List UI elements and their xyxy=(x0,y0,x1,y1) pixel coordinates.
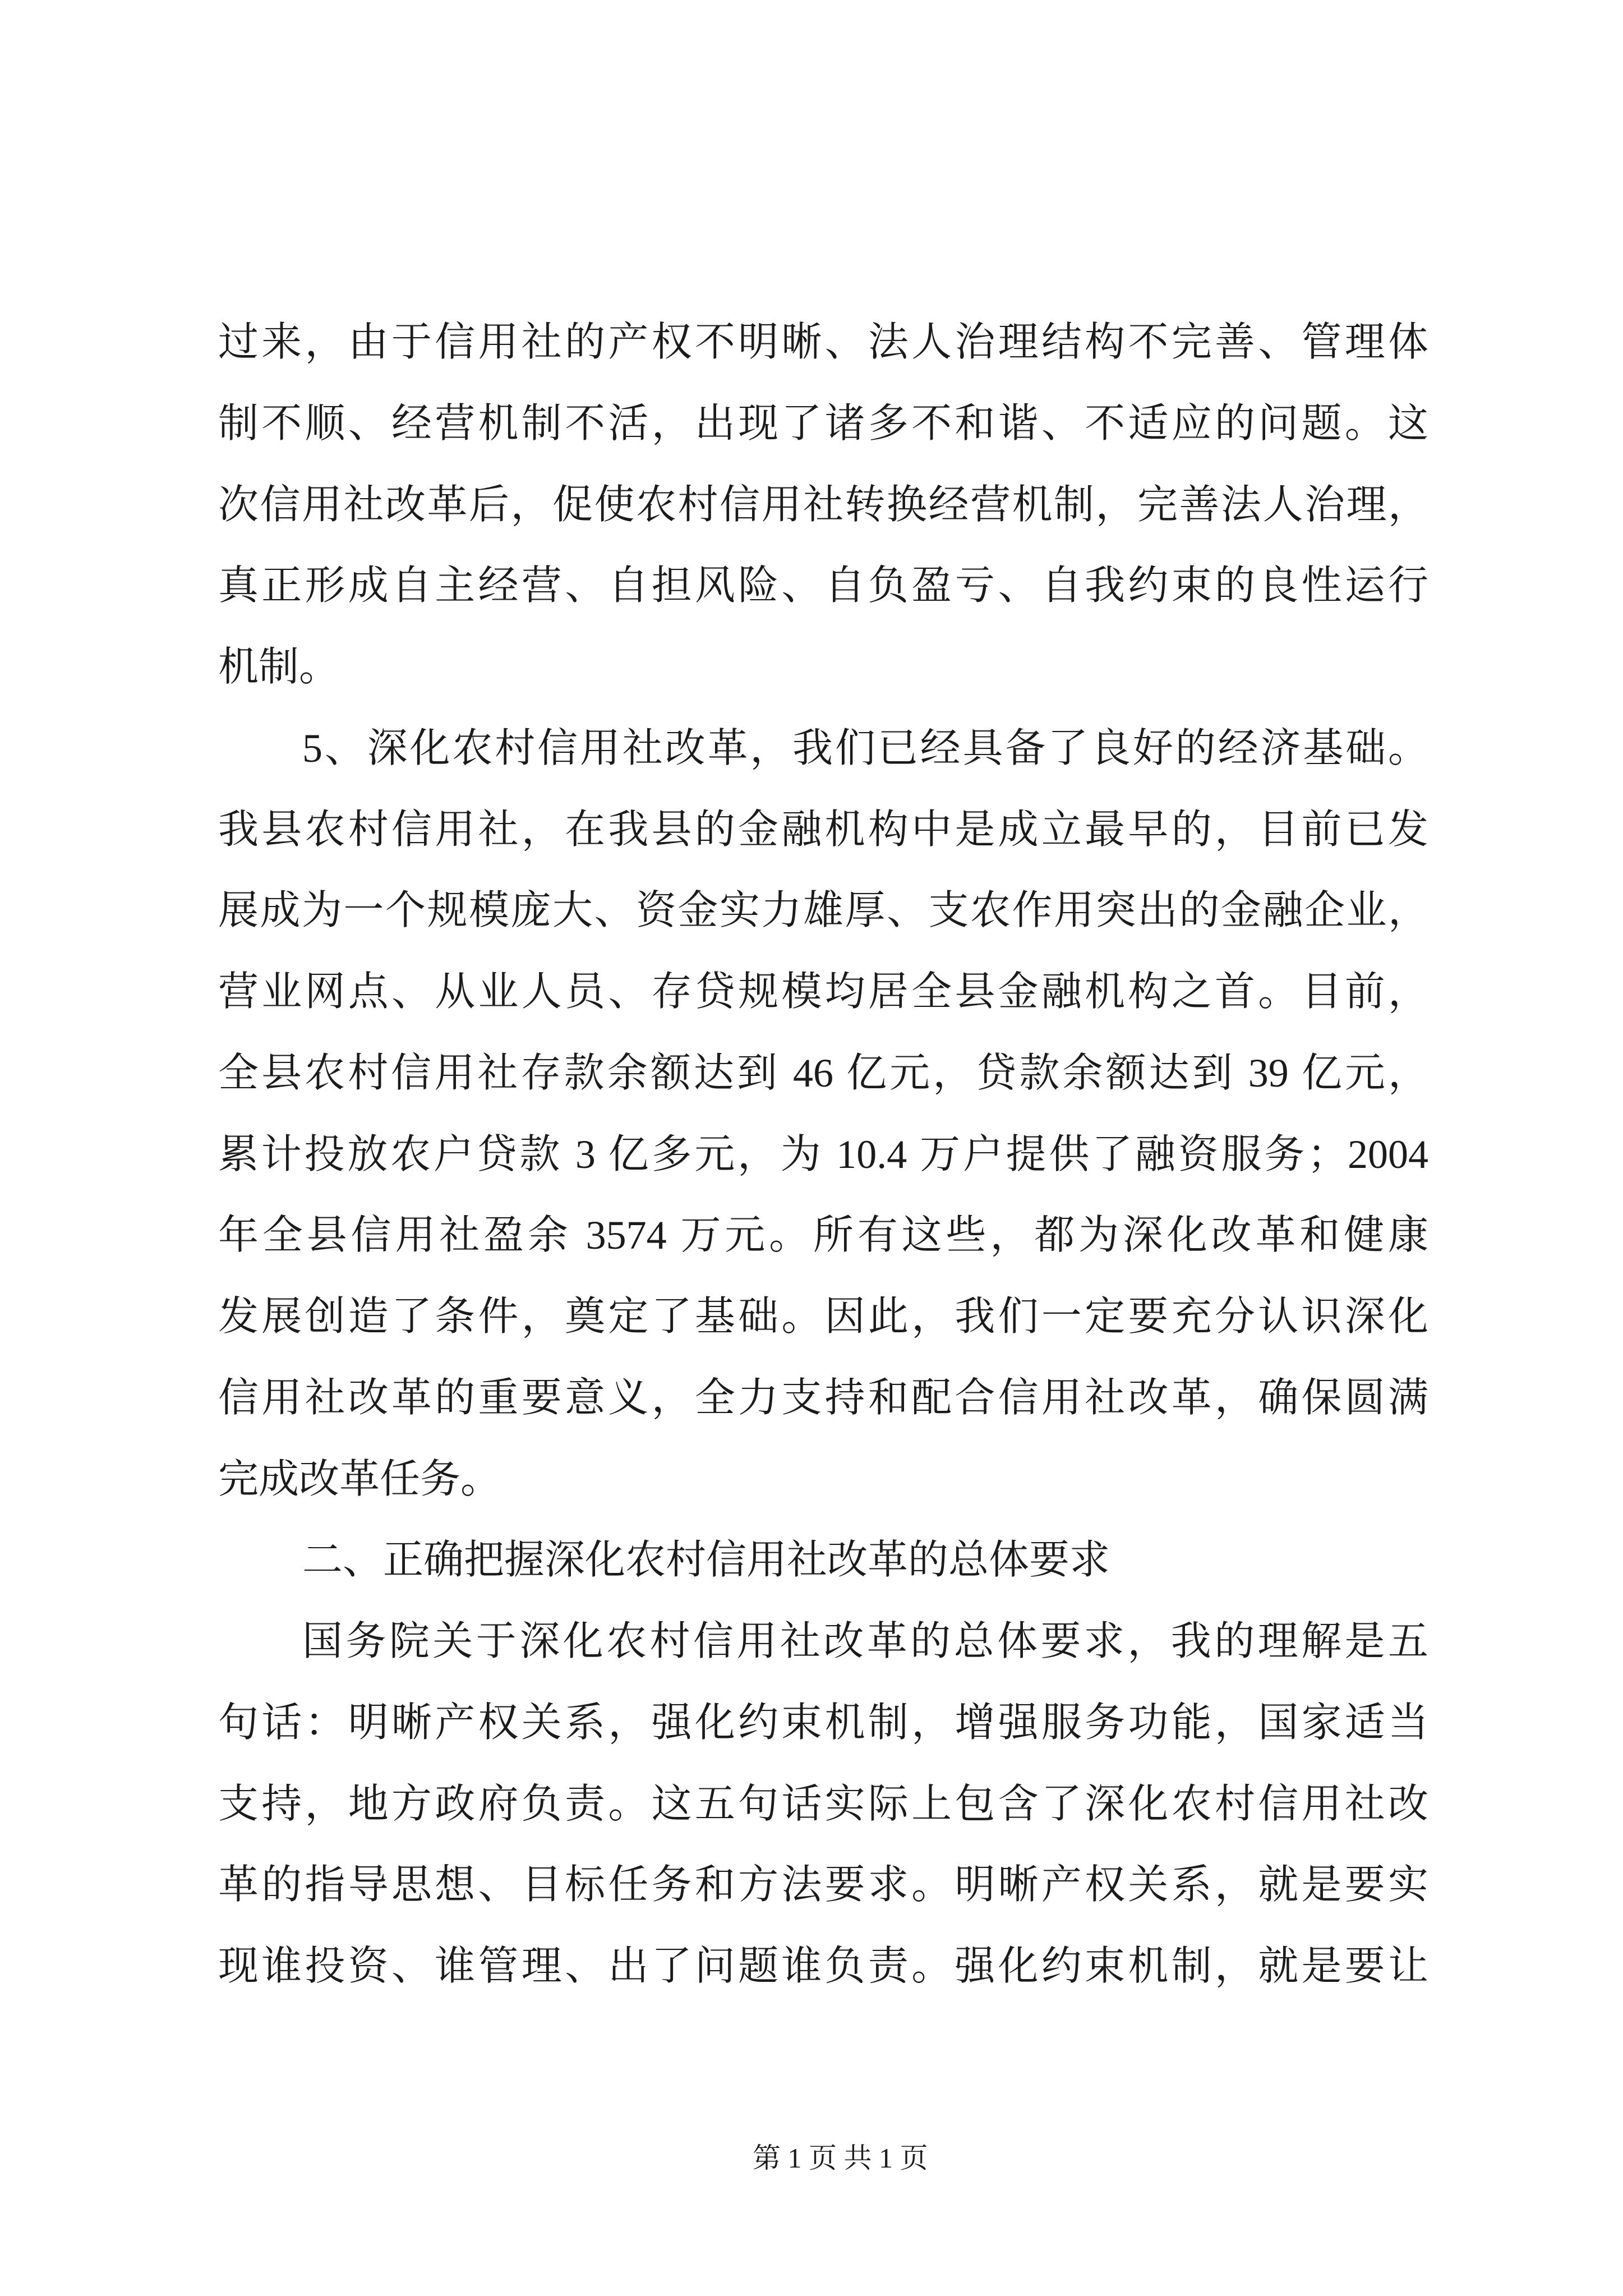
text-line: 制不顺、经营机制不活，出现了诸多不和谐、不适应的问题。这 xyxy=(218,401,1428,446)
text-line: 信用社改革的重要意义，全力支持和配合信用社改革，确保圆满 xyxy=(218,1375,1428,1420)
text-line: 5、深化农村信用社改革，我们已经具备了良好的经济基础。 xyxy=(302,725,1428,771)
text-line: 现谁投资、谁管理、出了问题谁负责。强化约束机制，就是要让 xyxy=(218,1944,1428,1989)
text-line: 真正形成自主经营、自担风险、自负盈亏、自我约束的良性运行 xyxy=(218,563,1428,609)
section-heading xyxy=(218,1520,1428,1601)
text-line: 机制。 xyxy=(218,645,340,689)
paragraph xyxy=(218,1601,1428,2007)
text-line: 句话：明晰产权关系，强化约束机制，增强服务功能，国家适当 xyxy=(218,1700,1428,1745)
text-line: 营业网点、从业人员、存贷规模均居全县金融机构之首。目前， xyxy=(218,969,1428,1014)
text-line: 展成为一个规模庞大、资金实力雄厚、支农作用突出的金融企业， xyxy=(218,888,1428,933)
text-line: 过来，由于信用社的产权不明晰、法人治理结构不完善、管理体 xyxy=(218,320,1428,365)
text-line: 支持，地方政府负责。这五句话实际上包含了深化农村信用社改 xyxy=(218,1781,1428,1826)
text-line: 我县农村信用社，在我县的金融机构中是成立最早的，目前已发 xyxy=(218,807,1428,852)
text-line: 累计投放农户贷款 3 亿多元，为 10.4 万户提供了融资服务；2004 xyxy=(218,1131,1428,1177)
text-line: 全县农村信用社存款余额达到 46 亿元，贷款余额达到 39 亿元， xyxy=(218,1050,1428,1096)
document-body xyxy=(218,302,1428,2007)
section-heading-text: 二、正确把握深化农村信用社改革的总体要求 xyxy=(302,1538,1110,1583)
text-line: 发展创造了条件，奠定了基础。因此，我们一定要充分认识深化 xyxy=(218,1294,1428,1339)
paragraph xyxy=(218,708,1428,1520)
text-line: 革的指导思想、目标任务和方法要求。明晰产权关系，就是要实 xyxy=(218,1862,1428,1908)
paragraph xyxy=(218,302,1428,708)
text-line: 完成改革任务。 xyxy=(218,1456,501,1502)
text-line: 年全县信用社盈余 3574 万元。所有这些，都为深化改革和健康 xyxy=(218,1213,1428,1258)
text-line: 次信用社改革后，促使农村信用社转换经营机制，完善法人治理， xyxy=(218,482,1428,527)
text-line: 国务院关于深化农村信用社改革的总体要求，我的理解是五 xyxy=(302,1619,1428,1664)
page-footer: 第 1 页 共 1 页 xyxy=(753,2142,928,2174)
